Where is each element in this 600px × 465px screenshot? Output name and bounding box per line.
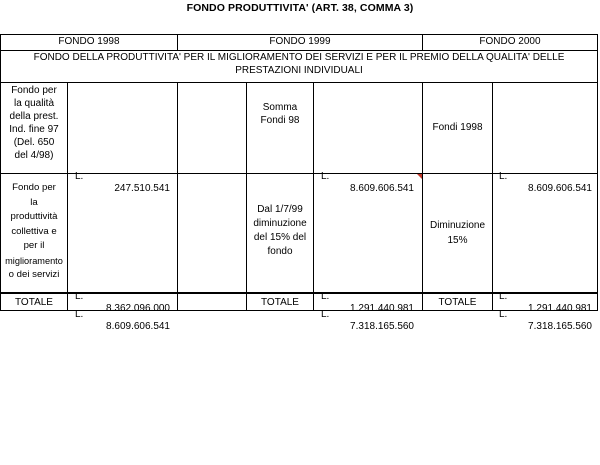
total-label-2000: TOTALE [438,297,477,308]
total-amount-1998: L. 8.609.606.541 [75,309,170,332]
banner-line-2: PRESTAZIONI INDIVIDUALI [235,65,363,76]
row1-amount-1998: L. 247.510.541 [75,171,170,194]
header-fondo-2000: FONDO 2000 [479,36,541,47]
total-label-1999: TOTALE [261,297,299,308]
grid-line [177,82,178,310]
total-label-1998: TOTALE [15,297,53,308]
row2-label-2000: Diminuzione 15% [429,220,486,246]
row1-label-1999: Somma Fondi 98 [260,102,300,126]
row2-amount-2000: L. 1.291.440.981 [499,291,592,314]
row1-amount-1999: L. 8.609.606.541 [321,171,414,194]
total-amount-2000: L. 7.318.165.560 [499,309,592,332]
row2-amount-1999: L. 1.291.440.981 [321,291,414,314]
row2-amount-1998: L. 8.362.096.000 [75,291,170,314]
row1-label-2000: Fondi 1998 [432,122,483,133]
row2-label: Fondo per la produttività collettiva e per il miglioramento o dei servizi [5,182,63,280]
grid-line [492,82,493,310]
grid-line [313,82,314,310]
grid-line [67,82,68,310]
grid-line [1,82,597,83]
grid-line [422,82,423,310]
header-fondo-1998: FONDO 1998 [58,36,120,47]
total-amount-1999: L. 7.318.165.560 [321,309,414,332]
header-fondo-1999: FONDO 1999 [269,36,331,47]
row1-label: Fondo per la qualità della prest. Ind. fine 97 (Del. 650 del 4/98) [9,85,59,161]
page-title: FONDO PRODUTTIVITA' (ART. 38, COMMA 3) [186,2,414,14]
banner-line-1: FONDO DELLA PRODUTTIVITA' PER IL MIGLIORAMENTO DEI SERVIZI E PER IL PREMIO DELLA QUALITA' DELLE [33,52,565,63]
fund-table [0,34,598,332]
row2-label-1999: Dal 1/7/99 diminuzione del 15% del fondo [253,204,307,257]
section-banner [1,51,597,77]
comment-indicator-icon[interactable] [417,174,422,179]
row1-amount-2000: L. 8.609.606.541 [499,171,592,194]
